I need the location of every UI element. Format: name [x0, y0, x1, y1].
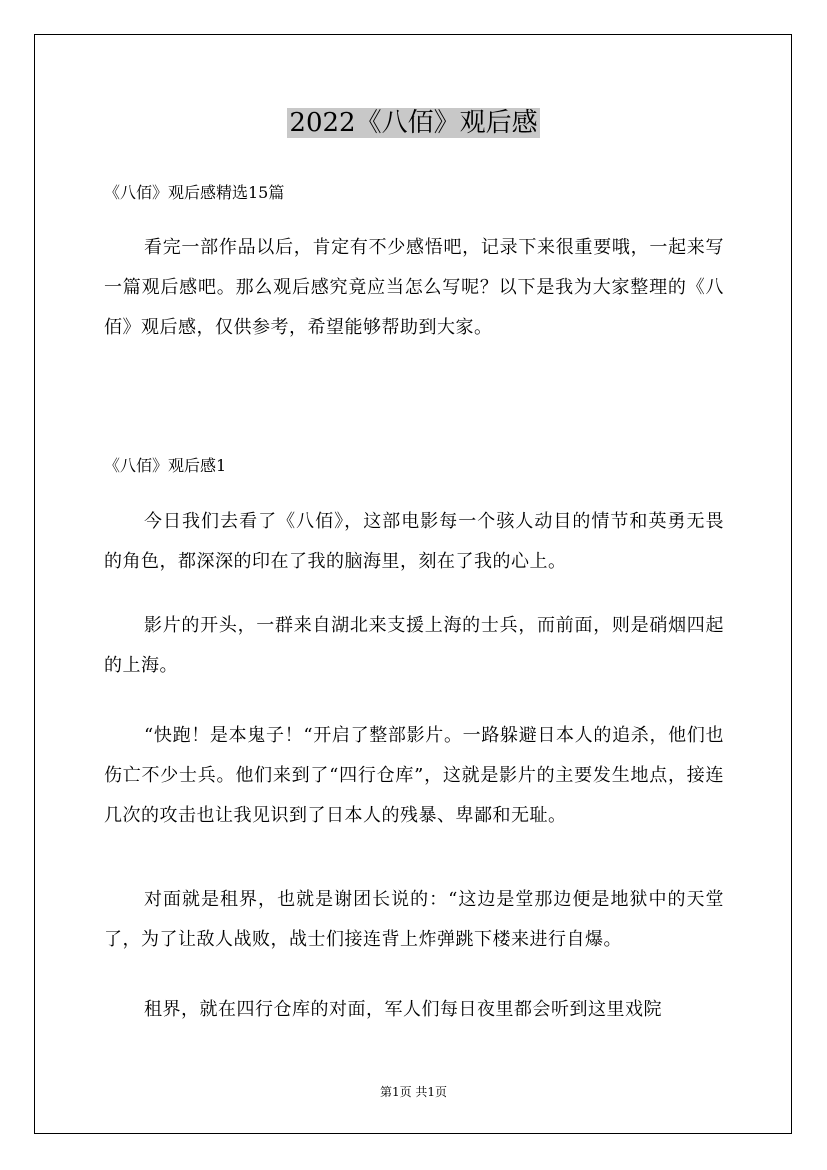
- body-paragraph: 租界，就在四行仓库的对面，军人们每日夜里都会听到这里戏院: [144, 999, 662, 1020]
- body-paragraph: 今日我们去看了《八佰》，这部电影每一个骇人动目的情节和英勇无畏的角色，都深深的印在了我的脑海里，刻在了我的心上。: [104, 511, 724, 572]
- body-paragraph: 对面就是租界，也就是谢团长说的：“这边是堂那边便是地狱中的天堂了，为了让敌人战败，战士们接连背上炸弹跳下楼来进行自爆。: [104, 889, 724, 950]
- document-subtitle: 《八佰》观后感精选15篇: [104, 183, 285, 202]
- document-title: [0, 104, 827, 142]
- section-heading: 《八佰》观后感1: [104, 456, 227, 475]
- document-title-text: 2022《八佰》观后感: [289, 108, 538, 138]
- page-footer: 第1页 共1页: [379, 1085, 448, 1099]
- intro-paragraph: 看完一部作品以后，肯定有不少感悟吧，记录下来很重要哦，一起来写一篇观后感吧。那么观后感究竟应当怎么写呢？以下是我为大家整理的《八佰》观后感，仅供参考，希望能够帮助到大家。: [104, 237, 724, 338]
- body-paragraph: 影片的开头，一群来自湖北来支援上海的士兵，而前面，则是硝烟四起的上海。: [104, 615, 724, 676]
- body-paragraph: “快跑！是本鬼子！“开启了整部影片。一路躲避日本人的追杀，他们也伤亡不少士兵。他们来到了“四行仓库”，这就是影片的主要发生地点，接连几次的攻击也让我见识到了日本人的残暴、卑鄙和无耻。: [104, 725, 724, 826]
